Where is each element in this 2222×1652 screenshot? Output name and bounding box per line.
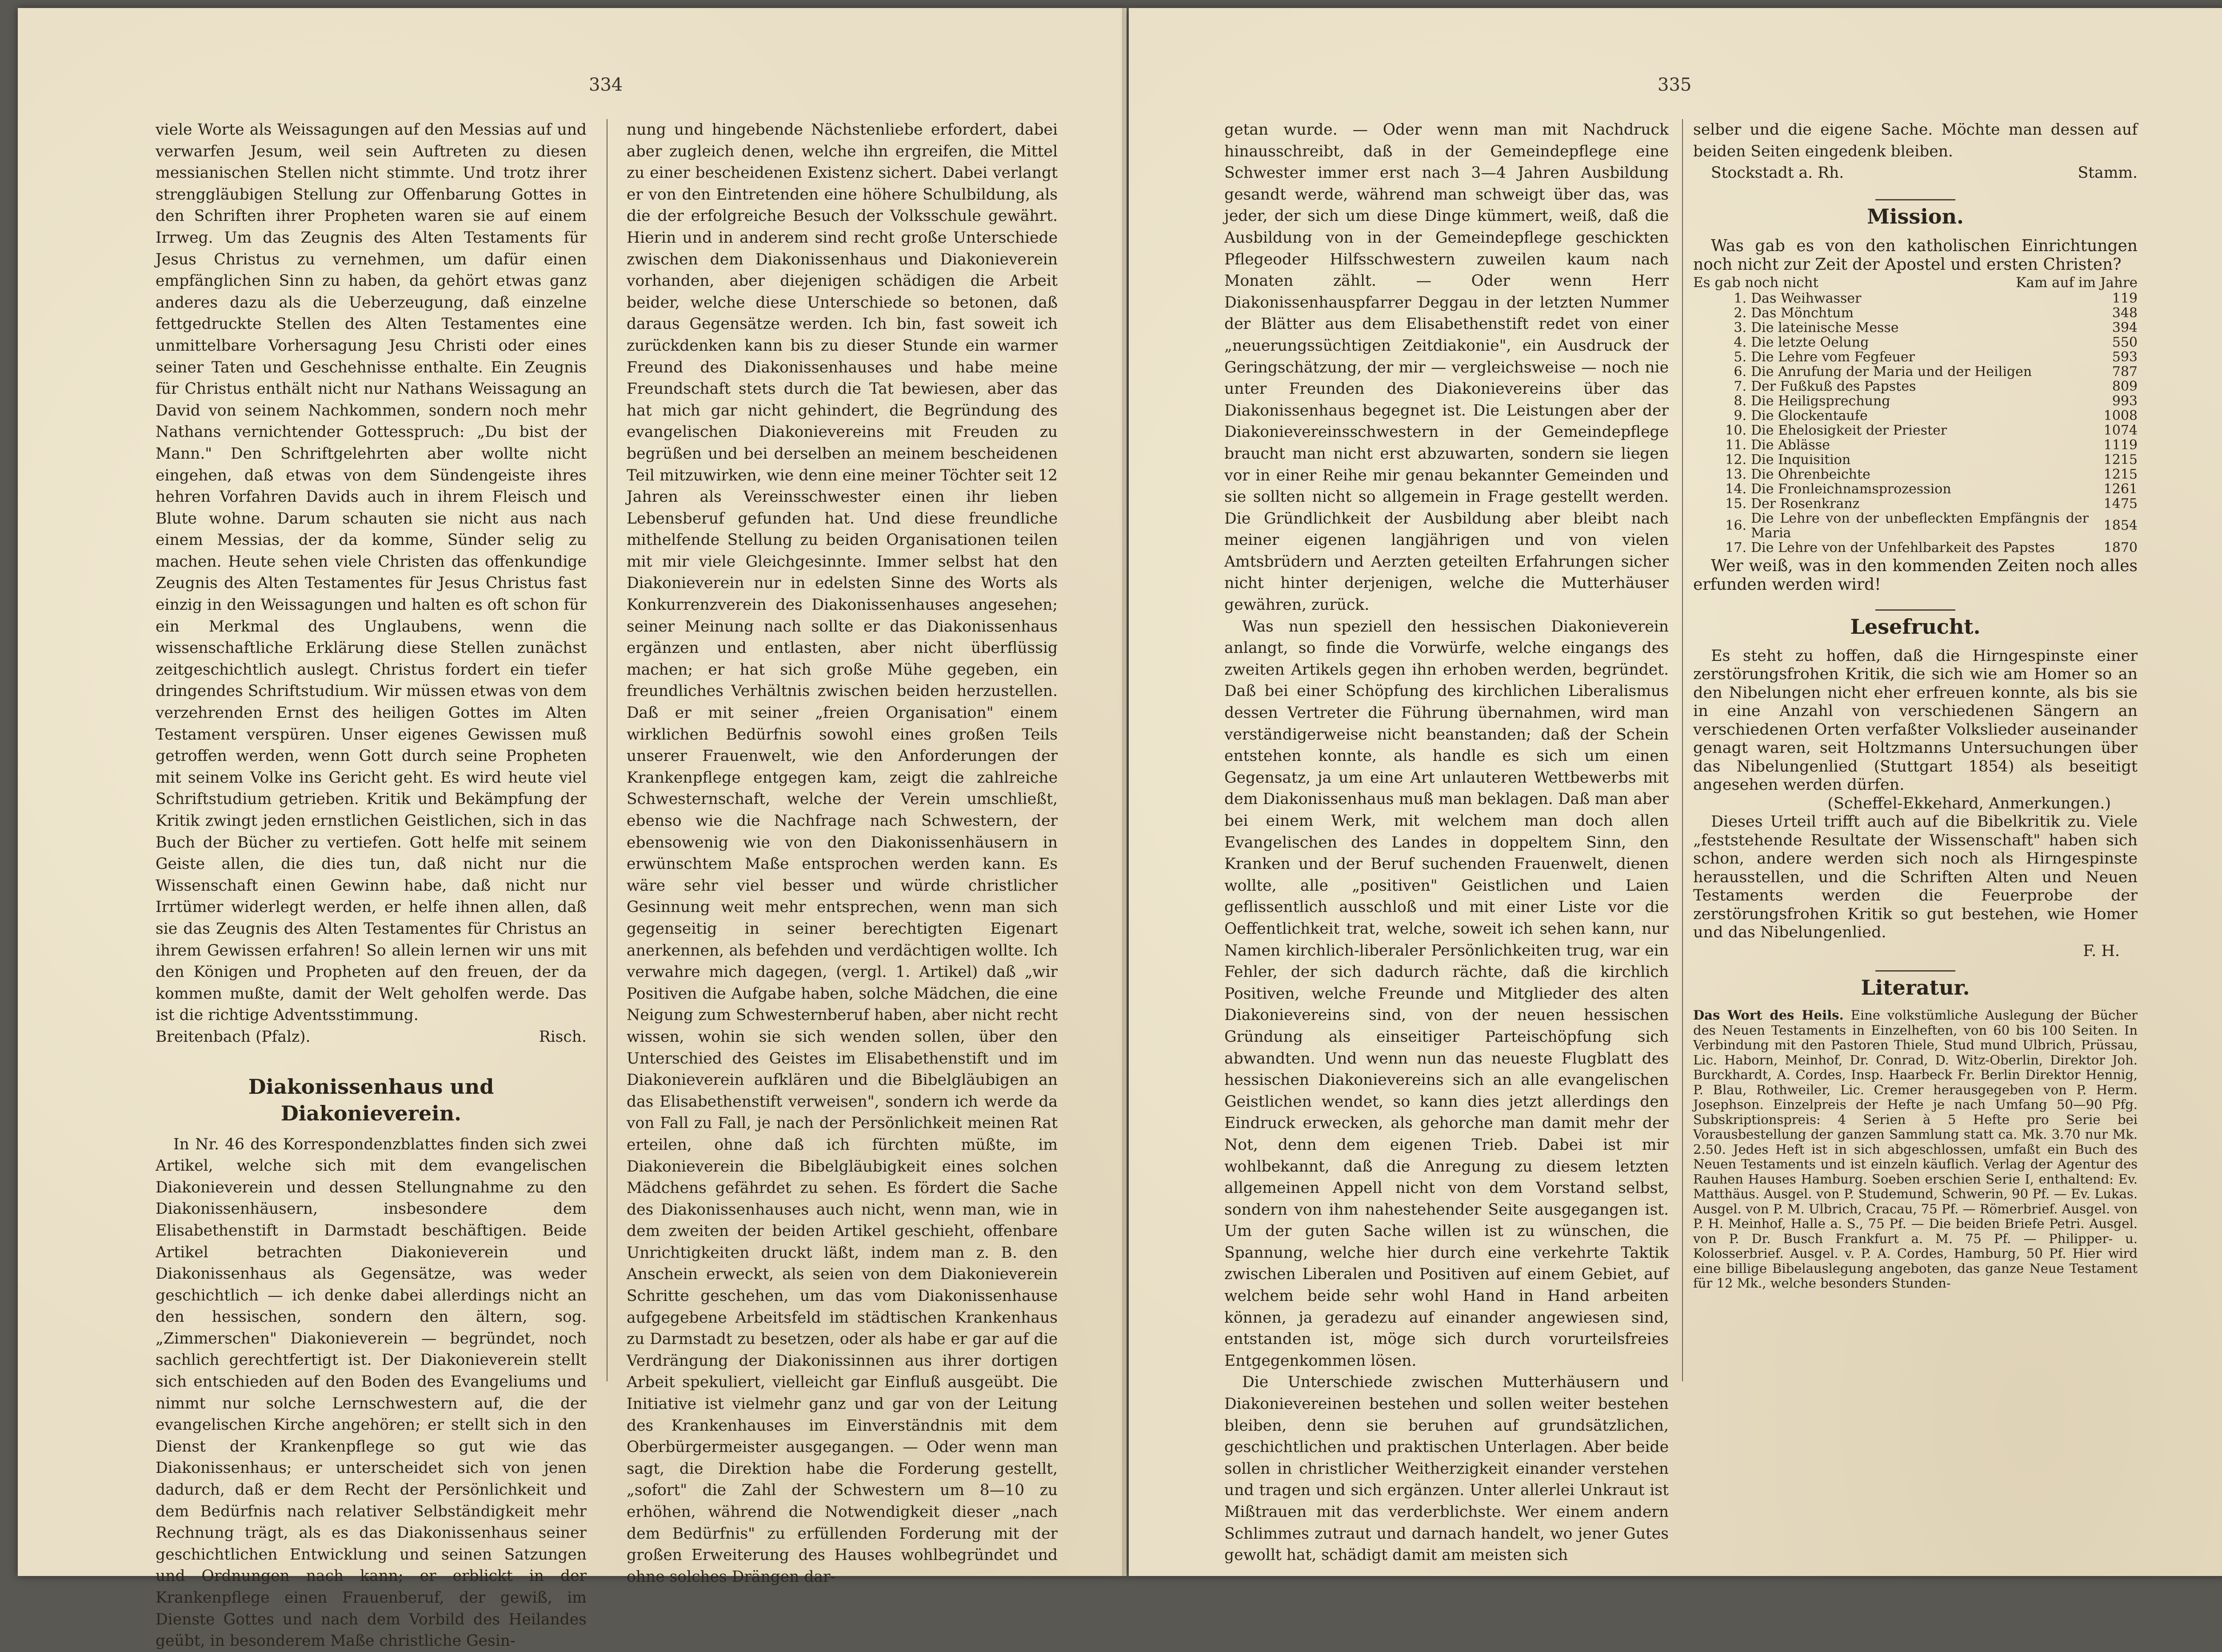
item-title: Die Fronleichnamsprozession [1751,481,1951,497]
signature-place: Stockstadt a. Rh. [1711,164,1844,182]
heading-mission: Mission. [1867,204,1964,228]
mission-list-item [1693,511,2138,540]
mission-list-item [1693,482,2138,496]
left-page [18,8,1127,1650]
item-title: Die Lehre vom Fegfeuer [1751,349,1915,365]
item-year: 1074 [2103,422,2138,438]
item-number: 4. [1734,334,1746,350]
item-number: 13. [1725,466,1746,482]
item-year: 348 [2112,305,2138,321]
column-2 [627,119,1058,1588]
signature-author: Risch. [539,1028,587,1046]
article-diakonie-continued: nung und hingebende Nächstenliebe erfordert, dabei aber zugleich denen, welche ihn ergreifen, die Mittel zu einer bescheidenen Existenz sichert. Dabei verlangt er von den Eintretenden eine höhere Schulbildung, als die der erfolgreiche Besuch der Volksschule gewährt. Hierin und in anderem sind recht große Unterschiede zwischen dem Diakonissenhaus und Diakonieverein vorhanden, aber diejenigen schädigen die Arbeit beider, welche diese Unterschiede so betonen, daß daraus Gegensätze werden. Ich bin, fast soweit ich zurückdenken kann bis zu dieser Stunde ein warmer Freund des Diakonissenhauses und habe meine Freundschaft stets durch die Tat bewiesen, aber das hat mich gar nicht gehindert, die Begründung des evangelischen Diakonievereins mit Freuden zu begrüßen und bei derselben an meinem bescheidenen Teil mitzuwirken, wie denn eine meiner Töchter seit 12 Jahren als Vereinsschwester einen ihr lieben Lebensberuf gefunden hat. Und diese freundliche mithelfende Stellung zu beiden Organisationen teilen mit mir viele Gleichgesinnte. Immer selbst hat den Diakonieverein nur in edelsten Sinne des Worts als Konkurrenzverein des Diakonissenhauses angesehen; seiner Meinung nach sollte er das Diakonissenhaus ergänzen und entlasten, aber nicht überflüssig machen; er hat sich große Mühe gegeben, ein freundliches Verhältnis zwischen beiden herzustellen. Daß er mit seiner „freien Organisation" einem wirklichen Bedürfnis sowohl eines großen Teils unserer Frauenwelt, wie den Anforderungen der Krankenpflege entgegen kam, zeigt die zahlreiche Schwesternschaft, welche der Verein umschließt, ebenso wie die Nachfrage nach Schwestern, der ebensowenig wie von den Diakonissenhäusern in erwünschtem Maße entsprochen werden kann. Es wäre sehr viel besser und würde christlicher Gesinnung weit mehr entsprechen, wenn man sich gegenseitig in seiner berechtigten Eigenart anerkennen, als befehden und verdächtigen wollte. Ich verwahre mich dagegen, (vergl. 1. Artikel) daß „wir Positiven die Aufgabe haben, solche Mädchen, die eine Neigung zum Schwesternberuf haben, aber nicht recht wissen, wohin sie sich wenden sollen, über den Unterschied des Geistes im Elisabethenstift und im Diakonieverein aufklären und die Bibelgläubigen an das Elisabethenstift verweisen", sondern ich werde da von Fall zu Fall, je nach der Persönlichkeit meinen Rat erteilen, ohne daß ich fürchten müßte, im Diakonieverein die Bibelgläubigkeit eines solchen Mädchens gefährdet zu sehen. Es fördert die Sache des Diakonissenhauses auch nicht, wenn man, wie in dem zweiten der beiden Artikel geschieht, offenbare Unrichtigkeiten druckt läßt, indem man z. B. den Anschein erweckt, als seien von dem Diakonieverein Schritte geschehen, um das vom Diakonissenhause aufgegebene Arbeitsfeld im städtischen Krankenhaus zu Darmstadt zu besetzen, oder als habe er gar auf die Verdrängung der Diakonissinnen aus ihrer dortigen Arbeit spekuliert, vielleicht gar Einfluß ausgeübt. Die Initiative ist vielmehr ganz und gar von der Leitung des Krankenhauses im Einverständnis mit dem Oberbürgermeister ausgegangen. — Oder wenn man sagt, die Direktion habe die Forderung gestellt, „sofort" die Zahl der Schwestern um 8—10 zu erhöhen, während die Notwendigkeit dieser „nach dem Bedürfnis" zu erfüllenden Forderung mit der großen Erweiterung des Hauses wohlbegründet und ohne solches Drängen dar- [627,121,1058,1586]
section-rule [1875,970,1955,972]
article-diakonie-end: selber und die eigene Sache. Möchte man dessen auf beiden Seiten eingedenk bleiben. [1693,121,2138,160]
page-number-right: 335 [1658,75,1692,95]
mission-list-item [1693,335,2138,350]
mission-question: Was gab es von den katholischen Einrichtungen noch nicht zur Zeit der Apostel und ersten Christen? [1693,236,2138,274]
article-diakonie-part5: Die Unterschiede zwischen Mutterhäusern und Diakonievereinen bestehen und sollen weiter bestehen bleiben, denn sie beruhen auf grundsätzlichen, geschichtlichen und praktischen Unterlagen. Aber beide sollen in christlicher Weitherzigkeit einander verstehen und tragen und sich ergänzen. Unter allerlei Unkraut ist Mißtrauen mit das verderblichste. Wer einem andern Schlimmes zutraut und darnach handelt, wo jener Gutes gewollt hat, schädigt damit am meisten sich [1224,1373,1669,1564]
section-rule [1875,199,1955,200]
mission-list-item [1693,540,2138,555]
heading-diakonissenhaus: Diakonissenhaus und Diakonieverein. [248,1074,494,1125]
mission-list-item [1693,350,2138,364]
article-diakonie-part3: getan wurde. — Oder wenn man mit Nachdruck hinausschreibt, daß in der Gemeindepflege eine Schwester immer erst nach 3—4 Jahren Ausbildung gesandt werde, während man schweigt über das, was jeder, der sich um diese Dinge kümmert, weiß, daß die Ausbildung von in der Gemeindepflege geschickten Pflegeoder Hilfsschwestern zuweilen kaum nach Monaten zählt. — Oder wenn Herr Diakonissenhauspfarrer Deggau in der letzten Nummer der Blätter aus dem Elisabethenstift redet von einer „neuerungssüchtigen Zeitdiakonie", ein Ausdruck der Geringschätzung, der mir — vergleichsweise — noch nie unter Freunden des Diakonievereins über das Diakonissenhaus begegnet ist. Die Leistungen aber der Diakonievereinsschwestern in der Gemeindepflege braucht man nicht erst abzuwarten, sondern sie liegen vor in einer Reihe mir genau bekannter Gemeinden und sie sollten nicht so allgemein in Frage gestellt werden. Die Gründlichkeit der Ausbildung aber bleibt nach meiner eigenen langjährigen und von vielen Amtsbrüdern und Aerzten geteilten Erfahrungen sicher nicht hinter derjenigen, welche die Mutterhäuser gewähren, zurück. [1224,121,1669,614]
item-title: Das Mönchtum [1751,305,1854,321]
item-number: 5. [1734,349,1746,365]
list-header-right: Kam auf im Jahre [2016,274,2138,291]
article-diakonie-text: In Nr. 46 des Korrespondenzblattes finden sich zwei Artikel, welche sich mit dem evangelischen Diakonieverein und dessen Stellungnahme zu den Diakonissenhäusern, insbesondere dem Elisabethenstift in Darmstadt beschäftigen. Beide Artikel betrachten Diakonieverein und Diakonissenhaus als Gegensätze, was weder geschichtlich — ich denke dabei allerdings nicht an den hessischen, sondern den ältern, sog. „Zimmerschen" Diakonieverein — begründet, noch sachlich gerechtfertigt ist. Der Diakonieverein stellt sich entschieden auf den Boden des Evangeliums und nimmt nur solche Lernschwestern auf, die der evangelischen Kirche angehören; er stellt sich in den Dienst der Krankenpflege so gut wie das Diakonissenhaus; er unterscheidet sich von jenen dadurch, daß er dem Recht der Persönlichkeit und dem Bedürfnis nach relativer Selbständigkeit mehr Rechnung trägt, als es das Diakonissenhaus seiner geschichtlichen Entwicklung und seinen Satzungen und Ordnungen nach kann; er erblickt in der Krankenpflege einen Frauenberuf, der gewiß, im Dienste Gottes und nach dem Vorbild des Heilandes geübt, in besonderem Maße christliche Gesin- [156,1135,587,1650]
item-title: Die Anrufung der Maria und der Heiligen [1751,364,2032,380]
item-number: 9. [1734,408,1746,424]
item-number: 1. [1734,290,1746,306]
article-diakonie-part4: Was nun speziell den hessischen Diakonieverein anlangt, so finde die Vorwürfe, welche eingangs des zweiten Artikels gegen ihn erhoben werden, begründet. Daß bei einer Schöpfung des kirchlichen Liberalismus dessen Vertreter die Führung übernahmen, wird man verständigerweise nicht beanstanden; daß der Schein entstehen konnte, als handle es sich um einen Gegensatz, ja um eine Art unlauteren Wettbewerbs mit dem Diakonissenhaus muß man beklagen. Daß man aber bei einem Werk, mit welchem man doch allen Evangelischen des Landes in doppeltem Sinn, den Kranken und der Beruf suchenden Frauenwelt, dienen wollte, alle „positiven" Geistlichen und Laien geflissentlich ausschloß und mit einer Liste vor die Oeffentlichkeit trat, welche, soweit ich sehen kann, nur Namen kirchlich-liberaler Persönlichkeiten trug, war ein Fehler, der sich dadurch rächte, daß die kirchlich Positiven, welche Freunde und Mitglieder des alten Diakonievereins sind, von der neuen hessischen Gründung als einseitiger Parteischöpfung sich abwandten. Und wenn nun das neueste Flugblatt des hessischen Diakonievereins sich an alle evangelischen Geistlichen wendet, so kann dies jetzt allerdings den Eindruck erwecken, als gehorche man damit mehr der Not, denn dem eigenen Trieb. Dabei ist mir wohlbekannt, daß die Anregung zu diesem letzten allgemeinen Appell nicht von dem Vorstand selbst, sondern von ihm nahestehender Seite ausgegangen ist. Um der guten Sache willen ist zu wünschen, die Spannung, welche hier durch eine verkehrte Taktik zwischen Liberalen und Positiven auf einem Gebiet, auf welchem beide sehr wohl Hand in Hand arbeiten können, ja geradezu auf einander angewiesen sind, entstanden ist, möge sich durch vorurteilsfreies Entgegenkommen lösen. [1224,617,1669,1370]
heading-literatur: Literatur. [1861,976,1970,1000]
item-title: Die Lehre von der Unfehlbarkeit des Papstes [1751,540,2055,556]
mission-closing: Wer weiß, was in den kommenden Zeiten noch alles erfunden werden wird! [1693,556,2138,594]
item-year: 993 [2112,393,2138,409]
section-rule [1875,609,1955,611]
column-1 [156,119,587,1652]
item-title: Die Glockentaufe [1751,408,1868,424]
item-number: 7. [1734,378,1746,394]
item-title: Die Inquisition [1751,452,1851,468]
mission-list [1693,291,2138,555]
item-number: 11. [1725,437,1746,453]
item-year: 119 [2112,290,2138,306]
mission-list-item [1693,320,2138,335]
item-title: Die letzte Oelung [1751,334,1869,350]
column-4 [1693,119,2138,1291]
item-title: Die lateinische Messe [1751,320,1899,336]
article-advent-text: viele Worte als Weissagungen auf den Messias auf und verwarfen Jesum, weil sein Auftreten zu diesen messianischen Stellen nicht stimmte. Und trotz ihrer strenggläubigen Stellung zur Offenbarung Gottes in den Schriften ihrer Propheten waren sie auf einem Irrweg. Um das Zeugnis des Alten Testaments für Jesus Christus zu vernehmen, um dafür einen empfänglichen Sinn zu haben, da gehört etwas ganz anderes dazu als die Ueberzeugung, daß einzelne fettgedruckte Stellen des Alten Testamentes eine unmittelbare Vorhersagung Jesu Christi oder eines seiner Taten und Geschehnisse enthalte. Ein Zeugnis für Christus enthält nicht nur Nathans Weissagung an David von seinem Nachkommen, sondern noch mehr Nathans vernichtender Gottesspruch: „Du bist der Mann." Den Schriftgelehrten aber wollte nicht eingehen, daß etwas von dem Sündengeiste ihres hehren Vorfahren Davids auch in ihrem Fleisch und Blute wohne. Darum schauten sie nicht aus nach einem Messias, der da komme, Sünder selig zu machen. Heute sehen viele Christen das offenkundige Zeugnis des Alten Testamentes für Jesus Christus fast einzig in den Weissagungen und halten es oft schon für ein Merkmal des Unglaubens, wenn die wissenschaftliche Erklärung diese Stellen zunächst zeitgeschichtlich auslegt. Christus fordert ein tiefer dringendes Schriftstudium. Wir müssen etwas von dem verzehrenden Ernst des heiligen Gottes im Alten Testament verspüren. Unser eigenes Gewissen muß getroffen werden, wenn Gott durch seine Propheten mit seinem Volke ins Gericht geht. Es wird heute viel Schriftstudium getrieben. Kritik und Bekämpfung der Kritik zwingt jeden ernstlichen Geistlichen, sich in das Buch der Bücher zu vertiefen. Gott helfe mit seinem Geiste allen, die dies tun, daß nicht nur die Wissenschaft einen Gewinn habe, daß nicht nur Irrtümer widerlegt werden, er helfe ihnen allen, daß sie das Zeugnis des Alten Testamentes für Christus an ihrem Gewissen erfahren! So allein lernen wir uns mit den Königen und Propheten auf den freuen, der da kommen mußte, damit der Welt geholfen werde. Das ist die richtige Adventsstimmung. [156,121,587,1024]
signature-place: Breitenbach (Pfalz). [156,1028,311,1046]
article-signature-1 [156,1026,587,1048]
article-signature-2 [1693,162,2138,184]
heading-lesefrucht: Lesefrucht. [1850,614,1981,639]
mission-list-item [1693,364,2138,379]
lesefrucht-source: (Scheffel-Ekkehard, Anmerkungen.) [1827,794,2111,812]
signature-author: Stamm. [2078,164,2138,182]
item-number: 3. [1734,320,1746,336]
item-title: Die Ehelosigkeit der Priester [1751,422,1947,438]
item-number: 6. [1734,364,1746,380]
item-title: Die Heiligsprechung [1751,393,1890,409]
lesefrucht-text: Es steht zu hoffen, daß die Hirngespinste einer zerstörungsfrohen Kritik, die sich wie am Homer so an den Nibelungen nicht eher erfreuen konnte, als bis sie in eine Anzahl von verschiedenen Sängern an verschiedenen Orten verfaßter Volkslieder auseinander genagt waren, seit Holtzmanns Untersuchungen über das Nibelungenlied (Stuttgart 1854) als beseitigt angesehen werden dürfen. [1693,647,2138,794]
mission-list-item [1693,291,2138,306]
mission-list-item [1693,306,2138,320]
item-number: 16. [1725,518,1746,534]
item-number: 12. [1725,452,1746,468]
item-number: 2. [1734,305,1746,321]
mission-list-item [1693,423,2138,438]
right-page [1129,8,2222,1576]
lesefrucht-signature: F. H. [2083,942,2120,960]
item-number: 15. [1725,496,1746,512]
item-year: 1854 [2103,518,2138,534]
page-number-left: 334 [589,75,623,95]
item-number: 17. [1725,540,1746,556]
literature-text: Eine volkstümliche Auslegung der Bücher des Neuen Testaments in Einzelheften, von 60 bis 100 Seiten. In Verbindung mit den Pastoren Thiele, Stud mund Ulbrich, Prüssau, Lic. Haborn, Meinhof, Dr. Conrad, D. Witz-Oberlin, Direktor Joh. Burckhardt, A. Cordes, Insp. Haarbeck Fr. Berlin Direktor Hennig, P. Blau, Rothweiler, Lic. Cremer herausgegeben von P. Herm. Josephson. Einzelpreis der Hefte je nach Umfang 50—90 Pfg. Subskriptionspreis: 4 Serien à 5 Hefte pro Serie bei Vorausbestellung der ganzen Sammlung statt ca. Mk. 3.70 nur Mk. 2.50. Jedes Heft ist in sich abgeschlossen, umfaßt ein Buch des Neuen Testaments und ist einzeln käuflich. Verlag der Agentur des Rauhen Hauses Hamburg. Soeben erschien Serie I, enthaltend: Ev. Matthäus. Ausgel. von P. Studemund, Schwerin, 90 Pf. — Ev. Lukas. Ausgel. von P. M. Ulbrich, Cracau, 75 Pf. — Römerbrief. Ausgel. von P. H. Meinhof, Halle a. S., 75 Pf. — Die beiden Briefe Petri. Ausgel. von P. Dr. Busch Frankfurt a. M. 75 Pf. — Philipper- u. Kolosserbrief. Ausgel. v. P. A. Cordes, Hamburg, 50 Pf. Hier wird eine billige Bibelauslegung angeboten, das ganze Neue Testament für 12 Mk., welche besonders Stunden- [1693,1008,2138,1291]
literature-title: Das Wort des Heils. [1693,1008,1844,1023]
item-year: 1008 [2103,408,2138,424]
item-number: 14. [1725,481,1746,497]
mission-list-item [1693,408,2138,423]
item-year: 1475 [2103,496,2138,512]
item-title: Die Lehre von der unbefleckten Empfängnis der Maria [1751,510,2089,541]
mission-list-item [1693,496,2138,511]
item-title: Die Ablässe [1751,437,1830,453]
item-title: Das Weihwasser [1751,290,1862,306]
item-year: 1215 [2103,466,2138,482]
list-header-left: Es gab noch nicht [1693,274,1818,291]
item-number: 10. [1725,422,1746,438]
item-year: 1261 [2103,481,2138,497]
mission-list-item [1693,467,2138,482]
item-year: 1119 [2103,437,2138,453]
mission-list-item [1693,438,2138,452]
literature-entry [1693,1008,2138,1291]
mission-list-item [1693,379,2138,394]
item-year: 394 [2112,320,2138,336]
item-year: 593 [2112,349,2138,365]
item-year: 1870 [2103,540,2138,556]
item-year: 550 [2112,334,2138,350]
mission-list-header [1693,274,2138,291]
item-title: Die Ohrenbeichte [1751,466,1870,482]
mission-list-item [1693,452,2138,467]
column-divider [1682,119,1683,1381]
mission-list-item [1693,394,2138,408]
item-year: 809 [2112,378,2138,394]
item-year: 787 [2112,364,2138,380]
column-3 [1224,119,1669,1566]
item-title: Der Rosenkranz [1751,496,1860,512]
item-year: 1215 [2103,452,2138,468]
item-title: Der Fußkuß des Papstes [1751,378,1916,394]
lesefrucht-comment: Dieses Urteil trifft auch auf die Bibelkritik zu. Viele „feststehende Resultate der Wissenschaft" haben sich schon, andere werden sich noch als Hirngespinste herausstellen, und die Schriften Alten und Neuen Testaments werden die Feuerprobe der zerstörungsfrohen Kritik so gut bestehen, wie Homer und das Nibelungenlied. [1693,813,2138,942]
item-number: 8. [1734,393,1746,409]
